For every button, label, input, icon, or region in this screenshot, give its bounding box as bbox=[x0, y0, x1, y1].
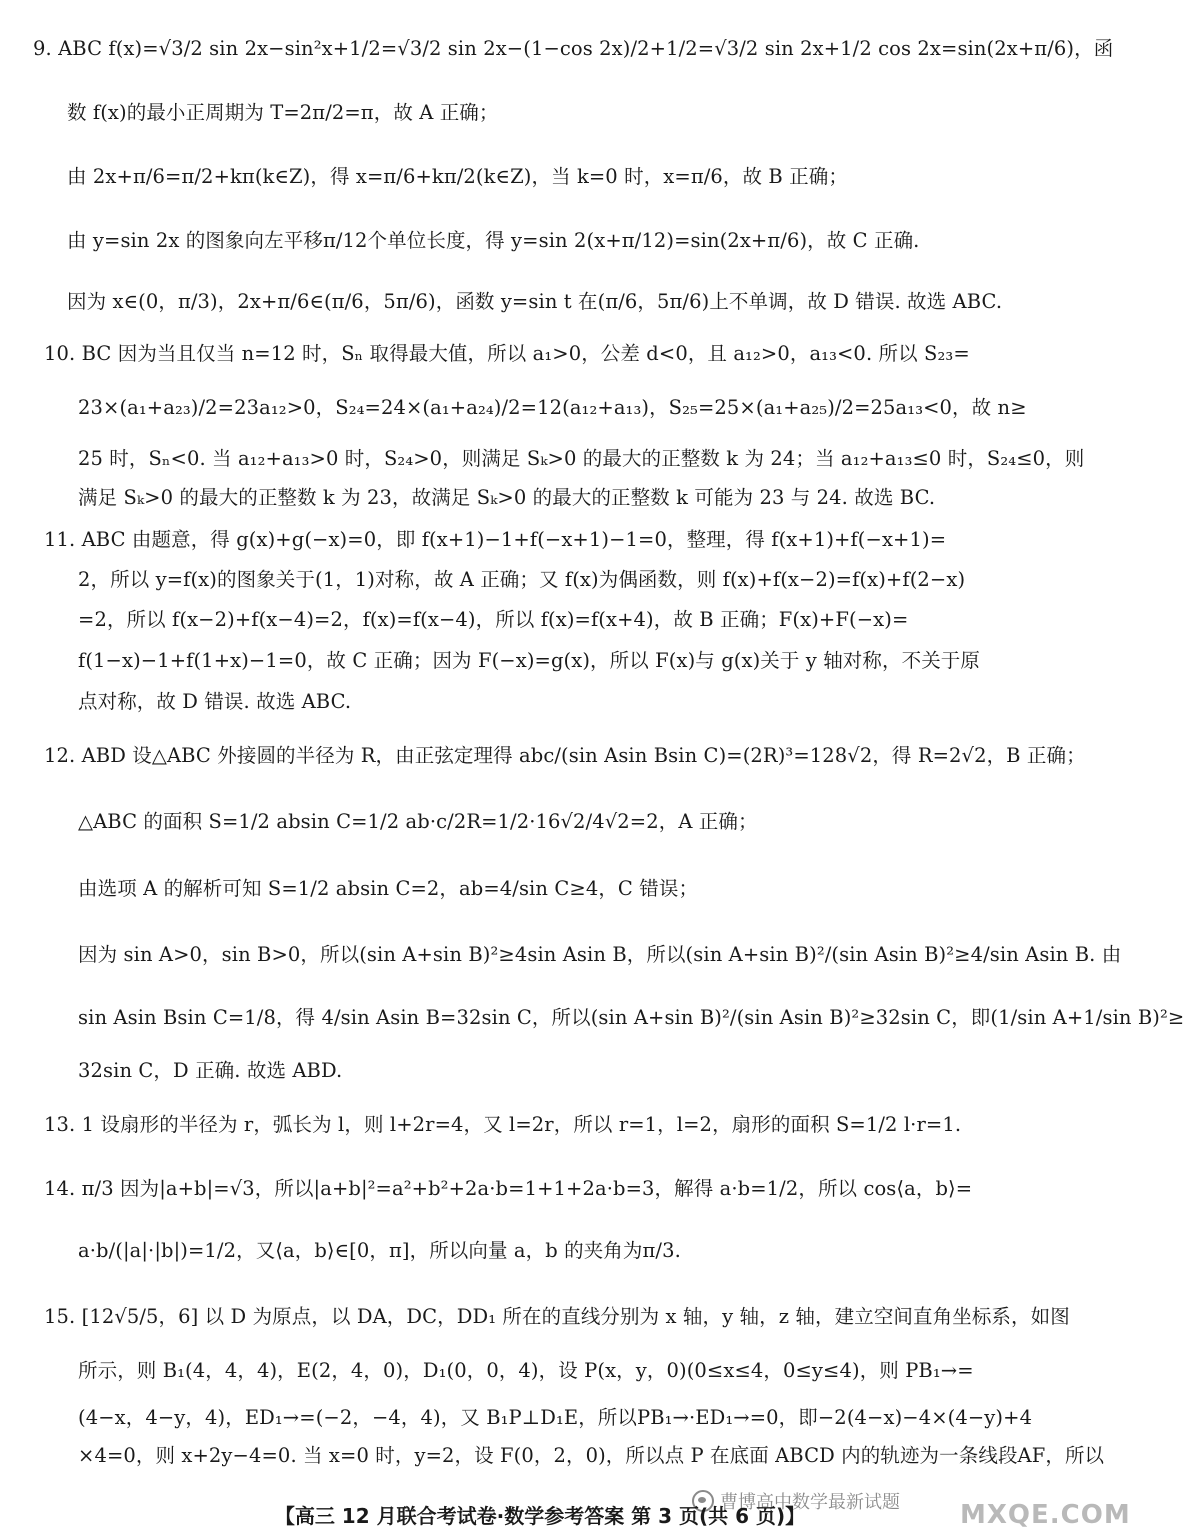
line-q9-4: 由 y=sin 2x 的图象向左平移π/12个单位长度，得 y=sin 2(x+π/12)=sin(2x+π/6)，故 C 正确. bbox=[67, 229, 920, 252]
line-q13: 13. 1 设扇形的半径为 r，弧长为 l，则 l+2r=4，又 l=2r，所以 r=1，l=2，扇形的面积 S=1/2 l·r=1. bbox=[44, 1113, 962, 1136]
line-q14-2: a·b/(|a|·|b|)=1/2，又⟨a，b⟩∈[0，π]，所以向量 a，b 的夹角为π/3. bbox=[78, 1239, 681, 1262]
watermark-name: 曹博高中数学最新试题 bbox=[720, 1492, 900, 1513]
line-q12-2: △ABC 的面积 S=1/2 absin C=1/2 ab·c/2R=1/2·16√2/4√2=2，A 正确； bbox=[78, 810, 758, 833]
line-q9-5: 因为 x∈(0，π/3)，2x+π/6∈(π/6，5π/6)，函数 y=sin t 在(π/6，5π/6)上不单调，故 D 错误. 故选 ABC. bbox=[67, 290, 1003, 313]
line-q11-2: 2，所以 y=f(x)的图象关于(1，1)对称，故 A 正确；又 f(x)为偶函数，则 f(x)+f(x−2)=f(x)+f(2−x) bbox=[78, 568, 966, 591]
line-q15-4: ×4=0，则 x+2y−4=0. 当 x=0 时，y=2，设 F(0，2，0)，所以点 P 在底面 ABCD 内的轨迹为一条线段AF，所以 bbox=[78, 1444, 1105, 1467]
line-q15-1: 15. [12√5/5，6] 以 D 为原点，以 DA，DC，DD₁ 所在的直线分别为 x 轴，y 轴，z 轴，建立空间直角坐标系，如图 bbox=[44, 1305, 1070, 1328]
line-q9-3: 由 2x+π/6=π/2+kπ(k∈Z)，得 x=π/6+kπ/2(k∈Z)，当 k=0 时，x=π/6，故 B 正确； bbox=[67, 165, 848, 188]
line-q12-3: 由选项 A 的解析可知 S=1/2 absin C=2，ab=4/sin C≥4，C 错误； bbox=[78, 877, 699, 900]
line-q11-4: f(1−x)−1+f(1+x)−1=0，故 C 正确；因为 F(−x)=g(x)，所以 F(x)与 g(x)关于 y 轴对称，不关于原 bbox=[78, 649, 981, 672]
line-q12-6: 32sin C，D 正确. 故选 ABD. bbox=[78, 1059, 343, 1082]
line-q14-1: 14. π/3 因为|a+b|=√3，所以|a+b|²=a²+b²+2a·b=1+1+2a·b=3，解得 a·b=1/2，所以 cos⟨a，b⟩= bbox=[44, 1177, 973, 1200]
line-q10-4: 满足 Sₖ>0 的最大的正整数 k 为 23，故满足 Sₖ>0 的最大的正整数 k 可能为 23 与 24. 故选 BC. bbox=[78, 486, 936, 509]
line-q11-1: 11. ABC 由题意，得 g(x)+g(−x)=0，即 f(x+1)−1+f(−x+1)−1=0，整理，得 f(x+1)+f(−x+1)= bbox=[44, 528, 947, 551]
line-q10-1: 10. BC 因为当且仅当 n=12 时，Sₙ 取得最大值，所以 a₁>0，公差 d<0，且 a₁₂>0，a₁₃<0. 所以 S₂₃= bbox=[44, 342, 970, 365]
page-footer: 【高三 12 月联合考试卷·数学参考答案 第 3 页(共 6 页)】 bbox=[274, 1504, 806, 1528]
line-q15-2: 所示，则 B₁(4，4，4)，E(2，4，0)，D₁(0，0，4)，设 P(x，y，0)(0≤x≤4，0≤y≤4)，则 PB₁→= bbox=[78, 1359, 974, 1382]
line-q11-5: 点对称，故 D 错误. 故选 ABC. bbox=[78, 690, 352, 713]
line-q12-4: 因为 sin A>0，sin B>0，所以(sin A+sin B)²≥4sin Asin B，所以(sin A+sin B)²/(sin Asin B)²≥4/sin Asin B. 由 bbox=[78, 943, 1122, 966]
line-q15-3: (4−x，4−y，4)，ED₁→=(−2，−4，4)，又 B₁P⊥D₁E，所以PB₁→·ED₁→=0，即−2(4−x)−4×(4−y)+4 bbox=[78, 1406, 1033, 1429]
watermark-site: MXQE.COM bbox=[960, 1500, 1131, 1530]
line-q9-2: 数 f(x)的最小正周期为 T=2π/2=π，故 A 正确； bbox=[67, 101, 499, 124]
line-q12-1: 12. ABD 设△ABC 外接圆的半径为 R，由正弦定理得 abc/(sin Asin Bsin C)=(2R)³=128√2，得 R=2√2，B 正确； bbox=[44, 744, 1086, 767]
line-q9-1: 9. ABC f(x)=√3/2 sin 2x−sin²x+1/2=√3/2 sin 2x−(1−cos 2x)/2+1/2=√3/2 sin 2x+1/2 cos 2x=sin(2x+π/6)，函 bbox=[33, 37, 1114, 60]
line-q10-3: 25 时，Sₙ<0. 当 a₁₂+a₁₃>0 时，S₂₄>0，则满足 Sₖ>0 的最大的正整数 k 为 24；当 a₁₂+a₁₃≤0 时，S₂₄≤0，则 bbox=[78, 447, 1085, 470]
line-q12-5: sin Asin Bsin C=1/8，得 4/sin Asin B=32sin C，所以(sin A+sin B)²/(sin Asin B)²≥32sin C，即(1/sin A+1/sin B)²≥ bbox=[78, 1006, 1184, 1029]
line-q10-2: 23×(a₁+a₂₃)/2=23a₁₂>0，S₂₄=24×(a₁+a₂₄)/2=12(a₁₂+a₁₃)，S₂₅=25×(a₁+a₂₅)/2=25a₁₃<0，故 n≥ bbox=[78, 396, 1027, 419]
line-q11-3: =2，所以 f(x−2)+f(x−4)=2，f(x)=f(x−4)，所以 f(x)=f(x+4)，故 B 正确；F(x)+F(−x)= bbox=[78, 608, 909, 631]
